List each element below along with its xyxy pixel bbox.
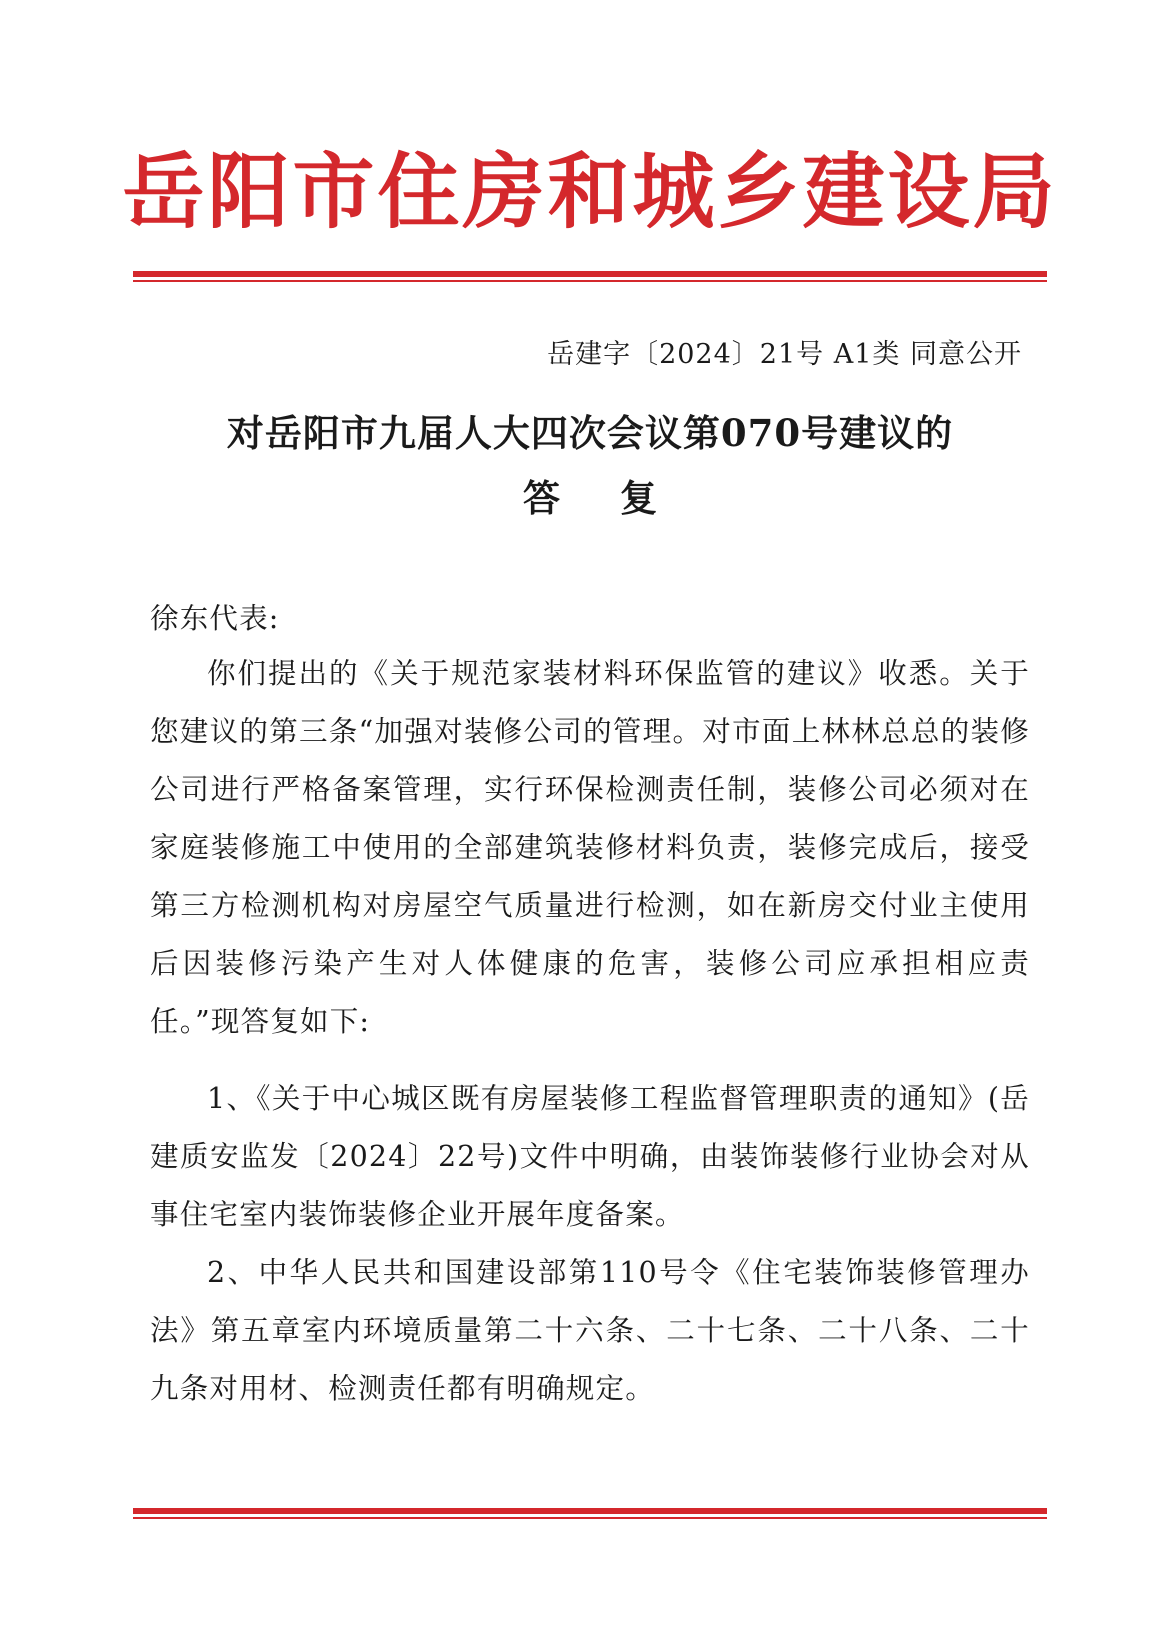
agency-header: 岳阳市住房和城乡建设局 — [122, 145, 1058, 240]
header-divider — [133, 271, 1047, 277]
document-number: 岳建字〔2024〕21号 A1类 同意公开 — [547, 339, 1022, 370]
document-title-reply: 答复 — [523, 476, 717, 520]
body-paragraph: 1、《关于中心城区既有房屋装修工程监督管理职责的通知》(岳建质安监发〔2024〕22号)文件中明确，由装饰装修行业协会对从事住宅室内装饰装修企业开展年度备案。 — [150, 1082, 1030, 1231]
body-paragraph: 你们提出的《关于规范家装材料环保监管的建议》收悉。关于您建议的第三条“加强对装修公司的管理。对市面上林林总总的装修公司进行严格备案管理，实行环保检测责任制，装修公司必须对在家庭装修施工中使用的全部建筑装修材料负责，装修完成后，接受第三方检测机构对房屋空气质量进行检测，如在新房交付业主使用后因装修污染产生对人体健康的危害，装修公司应承担相应责任。”现答复如下: — [150, 657, 1030, 1038]
footer-divider — [133, 1508, 1047, 1514]
body-paragraph: 2、中华人民共和国建设部第110号令《住宅装饰装修管理办法》第五章室内环境质量第二十六条、二十七条、二十八条、二十九条对用材、检测责任都有明确规定。 — [150, 1256, 1030, 1405]
document-title: 对岳阳市九届人大四次会议第070号建议的 — [226, 411, 954, 455]
salutation: 徐东代表: — [150, 602, 280, 635]
